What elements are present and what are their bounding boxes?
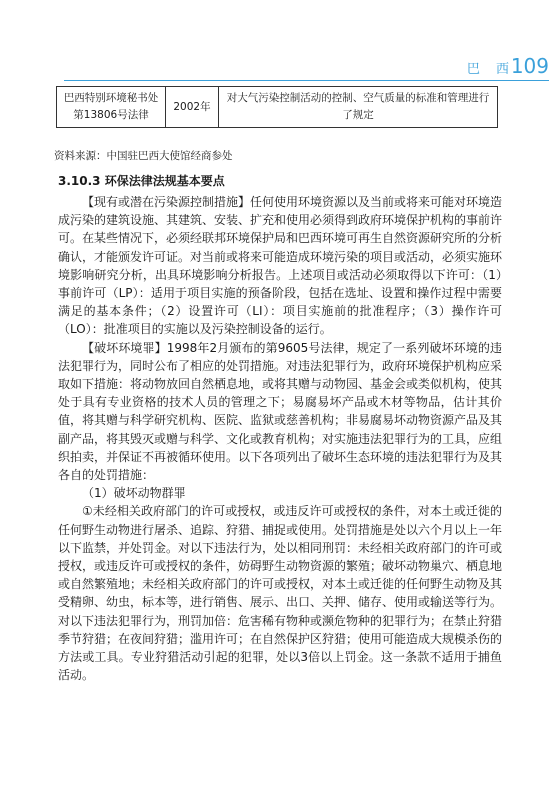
paragraph: ①未经相关政府部门的许可或授权，或违反许可或授权的条件，对本土或迁徙的任何野生动物进行屠杀、追踪、狩猎、捕捉或使用。处罚措施是处以六个月以上一年以下监禁，并处罚金。对以下违法行为，处以相同刑罚：未经相关政府部门的许可或授权，或违反许可或授权的条件，妨碍野生动物资源的繁殖；破坏动物巢穴、栖息地或自然繁殖地；未经相关政府部门的许可或授权，对本土或迁徙的任何野生动物及其受精卵、幼虫，标本等，进行销售、展示、出口、关押、储存、使用或输送等行为。对以下违法犯罪行为，刑罚加倍：危害稀有物种或濒危物种的犯罪行为；在禁止狩猎季节狩猎；在夜间狩猎；滥用许可；在自然保护区狩猎；使用可能造成大规模杀伤的方法或工具。专业狩猎活动引起的犯罪，处以3倍以上罚金。这一条款不适用于捕鱼活动。: [58, 504, 503, 683]
body-text: [58, 193, 502, 684]
chapter-label: 巴 西: [466, 62, 515, 77]
header-rule: [64, 80, 549, 81]
page-header: [0, 54, 559, 84]
law-description-cell: 对大气污染控制活动的控制、空气质量的标准和管理进行了规定: [219, 87, 498, 128]
source-note: 资料来源：中国驻巴西大使馆经商参处: [54, 150, 233, 162]
section-heading: 3.10.3 环保法律法规基本要点: [58, 174, 225, 188]
page-number: 109: [510, 54, 549, 78]
table-row: [57, 87, 498, 128]
subheading: （1）破坏动物群罪: [82, 486, 186, 501]
law-year-cell: 2002年: [166, 87, 219, 128]
paragraph: 【破坏环境罪】1998年2月颁布的第9605号法律，规定了一系列破坏环境的违法犯罪行为，同时公布了相应的处罚措施。对违法犯罪行为，政府环境保护机构应采取如下措施：将动物放回自然栖息地，或将其赠与动物园、基金会或类似机构，使其处于具有专业资格的技术人员的管理之下；易腐易坏产品或木材等物品，估计其价值，将其赠与科学研究机构、医院、监狱或慈善机构；非易腐易坏动物资源产品及其副产品，将其毁灭或赠与科学、文化或教育机构；对实施违法犯罪行为的工具，应组织拍卖，并保证不再被循环使用。以下各项列出了破坏生态环境的违法犯罪行为及其各自的处罚措施：: [58, 340, 503, 483]
paragraph: 【现有或潜在污染源控制措施】任何使用环境资源以及当前或将来可能对环境造成污染的建筑设施、其建筑、安装、扩充和使用必须得到政府环境保护机构的事前许可。在某些情况下，必须经联邦环境保护局和巴西环境可再生自然资源研究所的分析确认，才能颁发许可证。对当前或将来可能造成环境污染的项目或活动，必须实施环境影响研究分析，出具环境影响分析报告。上述项目或活动必须取得以下许可：（1）事前许可（LP）：适用于项目实施的预备阶段，包括在选址、设置和操作过程中需要满足的基本条件；（2）设置许可（LI）：项目实施前的批准程序；（3）操作许可（LO）：批准项目的实施以及污染控制设备的运行。: [58, 195, 503, 337]
law-name-cell: 巴西特别环境秘书处第13806号法律: [57, 87, 166, 128]
law-table: [56, 86, 498, 128]
